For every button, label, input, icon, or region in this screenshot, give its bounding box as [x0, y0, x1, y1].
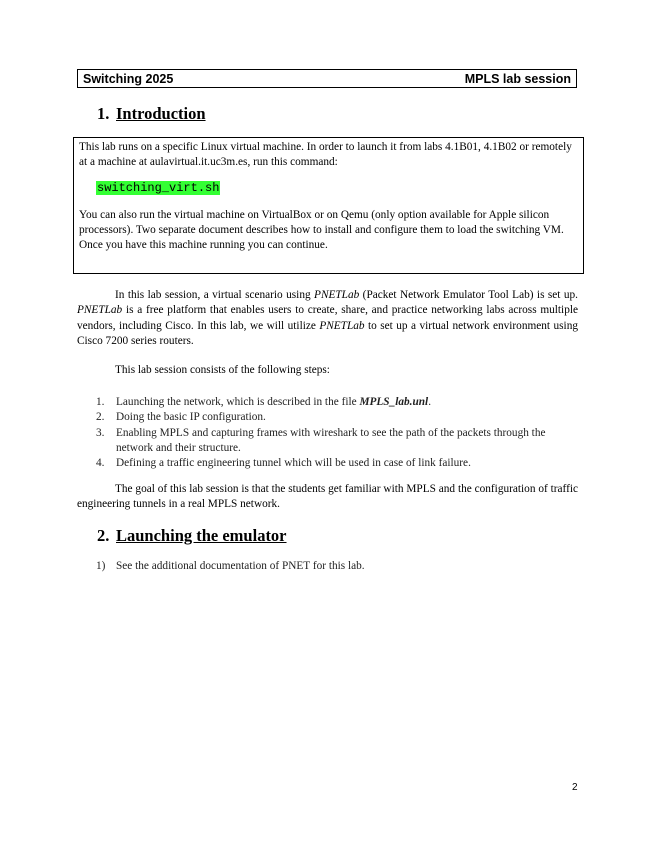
intro-paragraph: In this lab session, a virtual scenario using PNETLab (Packet Network Emulator Tool Lab) is set up. PNETLab is a free platform that enables users to create, share, and practice networking labs across multiple vendors, including Cisco. In this lab, we will utilize PNETLab to set up a virtual network environment using Cisco 7200 series routers.: [77, 289, 578, 347]
section-heading-introduction: [97, 104, 206, 124]
command-text: switching_virt.sh: [97, 181, 220, 195]
pnetlab-term: PNETLab: [314, 289, 360, 301]
lab-file-name: MPLS_lab.unl: [359, 396, 429, 408]
pnetlab-term: PNETLab: [77, 304, 123, 317]
notice-text-3: Once you have this machine running you can continue.: [79, 239, 328, 251]
steps-intro-paragraph: This lab session consists of the following steps:: [115, 364, 330, 376]
notice-text-1: This lab runs on a specific Linux virtual machine. In order to launch it from labs 4.1B01, 4.1B02 or remotely at a machine at aulavirtual.it.uc3m.es, run this command:: [79, 141, 572, 168]
section-number: 2.: [97, 526, 110, 545]
list-item: 2. Doing the basic IP configuration.: [96, 411, 266, 424]
header-course: Switching 2025: [83, 71, 174, 86]
steps-list: [77, 395, 578, 471]
list-item: 1) See the additional documentation of PNET for this lab.: [96, 560, 365, 572]
list-item: 3. Enabling MPLS and capturing frames with wireshark to see the path of the packets through the network and their structure.: [96, 426, 546, 454]
page-header: [77, 69, 577, 88]
pnetlab-term: PNETLab: [319, 319, 365, 332]
page-number: 2: [572, 782, 578, 793]
notice-text-2: You can also run the virtual machine on VirtualBox or on Qemu (only option available for Apple silicon processors). Two separate document describes how to install and configure them to load the switching VM.: [79, 209, 564, 236]
goal-paragraph: The goal of this lab session is that the students get familiar with MPLS and the configuration of traffic engineering tunnels in a real MPLS network.: [77, 483, 578, 511]
section-heading-launching: [97, 526, 287, 546]
section-number: 1.: [97, 104, 110, 123]
header-session: MPLS lab session: [464, 71, 571, 86]
list-item: 4. Defining a traffic engineering tunnel which will be used in case of link failure.: [96, 457, 471, 470]
notice-box: [73, 137, 584, 274]
section-title: Launching the emulator: [116, 526, 287, 545]
list-item: 1. Launching the network, which is described in the file MPLS_lab.unl.: [96, 396, 432, 408]
section-title: Introduction: [116, 104, 206, 123]
